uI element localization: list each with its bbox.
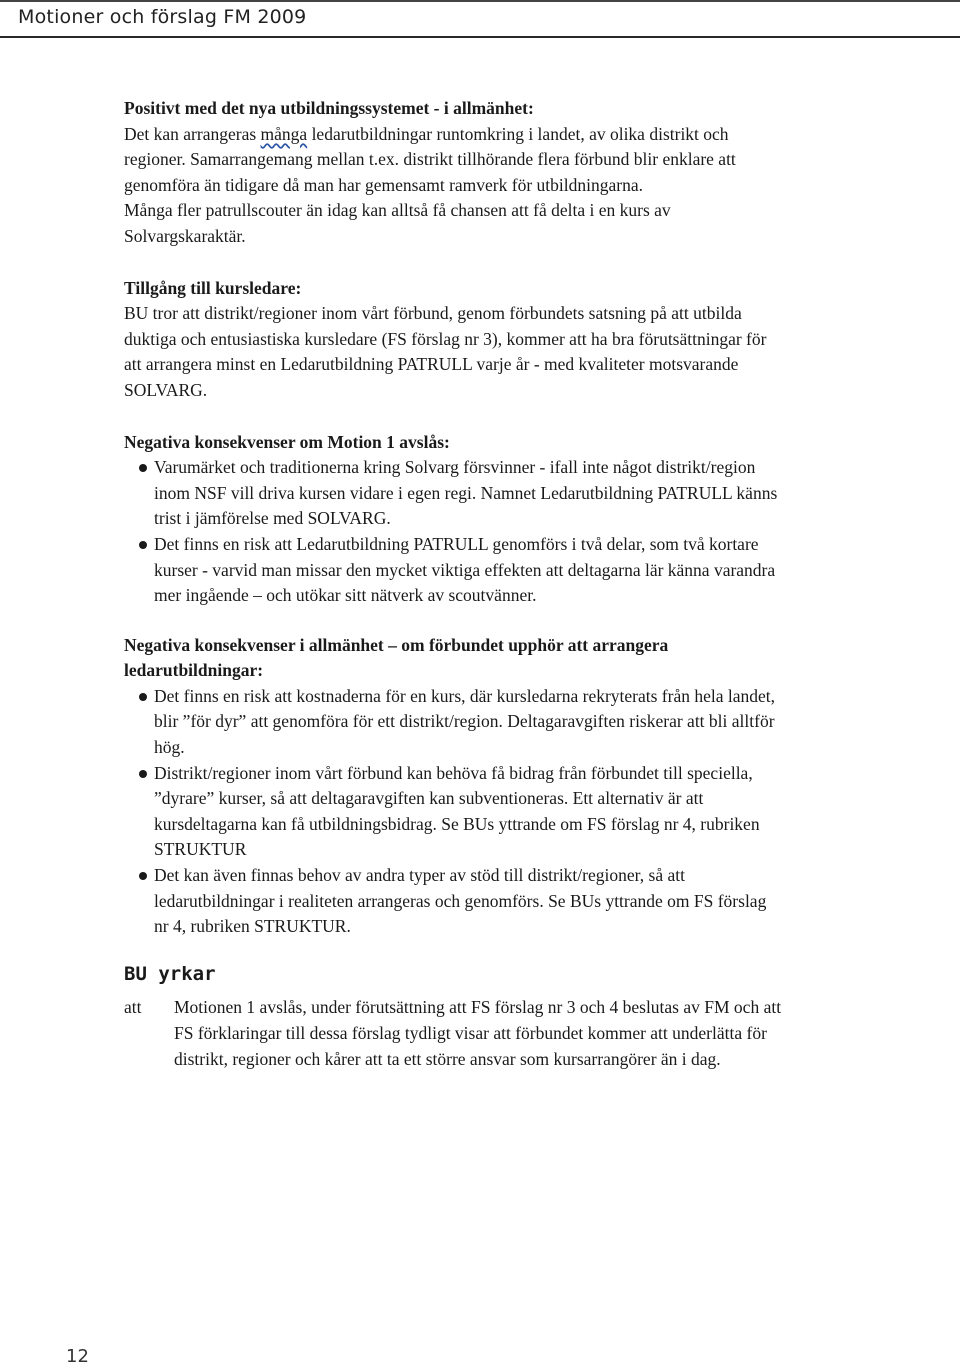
yrkar-row: [124, 995, 784, 1072]
bullet-icon: [139, 693, 147, 701]
list-item-text: Det finns en risk att kostnaderna för en kurs, där kursledarna rekryterats från hela landet, blir ”för dyr” att genomföra för ett distrikt/region. Deltagaravgiften riskerar att bli alltför hög.: [154, 685, 776, 758]
list-item: [124, 761, 784, 863]
bullet-icon: [139, 541, 147, 549]
section-yrkar: [124, 962, 784, 1072]
paragraph: [124, 122, 784, 199]
section-negativa-motion: [124, 430, 784, 609]
list-item-text: Det finns en risk att Ledarutbildning PATRULL genomförs i två delar, som två kortare kurser - varvid man missar den mycket viktiga effekten att deltagarna lär känna varandra mer ingående – och utökar sitt nätverk av scoutvänner.: [154, 533, 776, 606]
list-item-text: Distrikt/regioner inom vårt förbund kan behöva få bidrag från förbundet till speciella, ”dyrare” kurser, så att deltagaravgiften kan subventioneras. Ett alternativ är att kursdeltagarna kan få utbildningsbidrag. Se BUs yttrande om FS förslag nr 4, rubriken STRUKTUR: [154, 762, 760, 860]
section-heading: Negativa konsekvenser i allmänhet – om förbundet upphör att arrangera ledarutbildningar:: [124, 634, 669, 681]
list-item: [124, 455, 784, 532]
underlined-word: många: [260, 123, 308, 144]
header-title: Motioner och förslag FM 2009: [18, 6, 307, 28]
paragraph: Många fler patrullscouter än idag kan alltså få chansen att få delta i en kurs av Solvargskaraktär.: [124, 200, 671, 246]
page-number: 12: [66, 1346, 89, 1367]
page-header: [0, 0, 960, 38]
paragraph-text: ledarutbildningar runtomkring i landet, av olika distrikt och regioner. Samarrangemang mellan t.ex. distrikt tillhörande flera förbund blir enklare att genomföra än tidigare då man har gemensamt ramverk för utbildningarna.: [124, 123, 736, 195]
yrkar-heading: BU yrkar: [124, 962, 216, 985]
document-body: [124, 96, 784, 1072]
bullet-list: [124, 455, 784, 609]
bullet-icon: [139, 770, 147, 778]
list-item: [124, 863, 784, 940]
yrkar-label: att: [124, 997, 142, 1018]
section-heading: Tillgång till kursledare:: [124, 277, 302, 298]
list-item-text: Det kan även finnas behov av andra typer av stöd till distrikt/regioner, så att ledarutbildningar i realiteten arrangeras och genomförs. Se BUs yttrande om FS förslag nr 4, rubriken STRUKTUR.: [154, 865, 767, 937]
section-heading: Negativa konsekvenser om Motion 1 avslås:: [124, 431, 450, 452]
section-tillgang: [124, 276, 784, 404]
section-negativa-allmanhet: [124, 633, 784, 940]
paragraph-text: Det kan arrangeras: [124, 123, 261, 144]
bullet-icon: [139, 464, 147, 472]
list-item: [124, 532, 784, 609]
section-heading: Positivt med det nya utbildningssystemet - i allmänhet:: [124, 98, 534, 118]
header-top-rule: [0, 0, 960, 2]
list-item-text: Varumärket och traditionerna kring Solvarg försvinner - ifall inte något distrikt/region inom NSF vill driva kursen vidare i egen regi. Namnet Ledarutbildning PATRULL känns trist i jämförelse med SOLVARG.: [154, 457, 778, 529]
paragraph: BU tror att distrikt/regioner inom vårt förbund, genom förbundets satsning på att utbilda duktiga och entusiastiska kursledare (FS förslag nr 3), kommer att ha bra förutsättningar för att arrangera minst en Ledarutbildning PATRULL varje år - med kvaliteter motsvarande SOLVARG.: [124, 303, 767, 400]
bullet-icon: [139, 872, 147, 880]
yrkar-text: Motionen 1 avslås, under förutsättning att FS förslag nr 3 och 4 beslutas av FM och att FS förklaringar till dessa förslag tydligt visar att förbundet kommer att underlätta för distrikt, regioner och kårer att ta ett större ansvar som kursarrangörer än i dag.: [174, 997, 782, 1069]
section-positivt: [124, 96, 784, 250]
list-item: [124, 684, 784, 761]
bullet-list: [124, 684, 784, 940]
